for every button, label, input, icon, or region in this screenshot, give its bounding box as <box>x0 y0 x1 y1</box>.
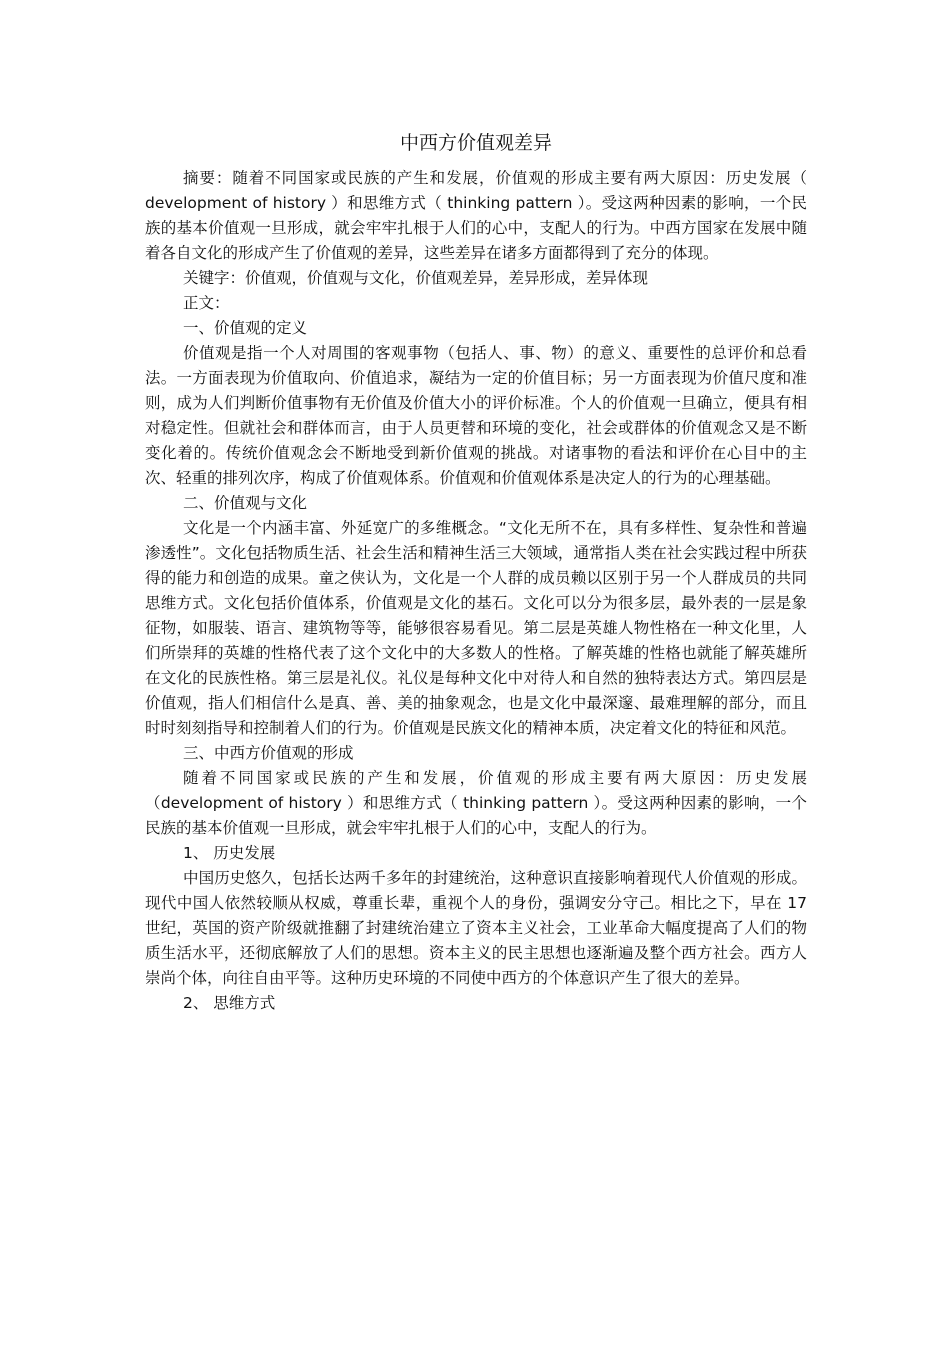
body-label: 正文： <box>183 294 230 312</box>
section-heading-formation: 三、中西方价值观的形成 <box>183 744 354 762</box>
abstract-paragraph: 摘要：随着不同国家或民族的产生和发展，价值观的形成主要有两大原因：历史发展（ development of history ）和思维方式（ thinking pattern ）。受这两种因素的影响，一个民族的基本价值观一旦形成，就会牢牢扎根于人们的心中，支配人的行为。中西方国家在发展中随着各自文化的形成产生了价值观的差异，这些差异在诸多方面都得到了充分的体现。 <box>145 169 807 262</box>
section-paragraph-culture: 文化是一个内涵丰富、外延宽广的多维概念。“文化无所不在，具有多样性、复杂性和普遍渗透性”。文化包括物质生活、社会生活和精神生活三大领域，通常指人类在社会实践过程中所获得的能力和创造的成果。童之侠认为，文化是一个人群的成员赖以区别于另一个人群成员的共同思维方式。文化包括价值体系，价值观是文化的基石。文化可以分为很多层，最外表的一层是象征物，如服装、语言、建筑物等等，能够很容易看见。第二层是英雄人物性格在一种文化里，人们所崇拜的英雄的性格代表了这个文化中的大多数人的性格。了解英雄的性格也就能了解英雄所在文化的民族性格。第三层是礼仪。礼仪是每种文化中对待人和自然的独特表达方式。第四层是价值观，指人们相信什么是真、善、美的抽象观念，也是文化中最深邃、最难理解的部分，而且时时刻刻指导和控制着人们的行为。价值观是民族文化的精神本质，决定着文化的特征和风范。 <box>145 519 807 737</box>
section-paragraph-formation: 随着不同国家或民族的产生和发展，价值观的形成主要有两大原因：历史发展（development of history ）和思维方式（ thinking pattern ）。受这两种因素的影响，一个民族的基本价值观一旦形成，就会牢牢扎根于人们的心中，支配人的行为。 <box>145 769 807 837</box>
document-body <box>145 128 807 1016</box>
section-heading-culture: 二、价值观与文化 <box>183 494 308 512</box>
subsection-heading-thinking: 2、 思维方式 <box>183 994 276 1012</box>
subsection-heading-history: 1、 历史发展 <box>183 844 276 862</box>
section-heading-definition: 一、价值观的定义 <box>183 319 308 337</box>
section-paragraph-definition: 价值观是指一个人对周围的客观事物（包括人、事、物）的意义、重要性的总评价和总看法。一方面表现为价值取向、价值追求，凝结为一定的价值目标；另一方面表现为价值尺度和准则，成为人们判断价值事物有无价值及价值大小的评价标准。个人的价值观一旦确立，便具有相对稳定性。但就社会和群体而言，由于人员更替和环境的变化，社会或群体的价值观念又是不断变化着的。传统价值观念会不断地受到新价值观的挑战。对诸事物的看法和评价在心目中的主次、轻重的排列次序，构成了价值观体系。价值观和价值观体系是决定人的行为的心理基础。 <box>145 344 807 487</box>
subsection-paragraph-history: 中国历史悠久，包括长达两千多年的封建统治，这种意识直接影响着现代人价值观的形成。现代中国人依然较顺从权威，尊重长辈，重视个人的身份，强调安分守己。相比之下，早在 17 世纪，英国的资产阶级就推翻了封建统治建立了资本主义社会，工业革命大幅度提高了人们的物质生活水平，还彻底解放了人们的思想。资本主义的民主思想也逐渐遍及整个西方社会。西方人崇尚个体，向往自由平等。这种历史环境的不同使中西方的个体意识产生了很大的差异。 <box>145 869 807 987</box>
document-title: 中西方价值观差异 <box>399 132 552 154</box>
keywords-line: 关键字：价值观，价值观与文化，价值观差异，差异形成，差异体现 <box>183 269 649 287</box>
